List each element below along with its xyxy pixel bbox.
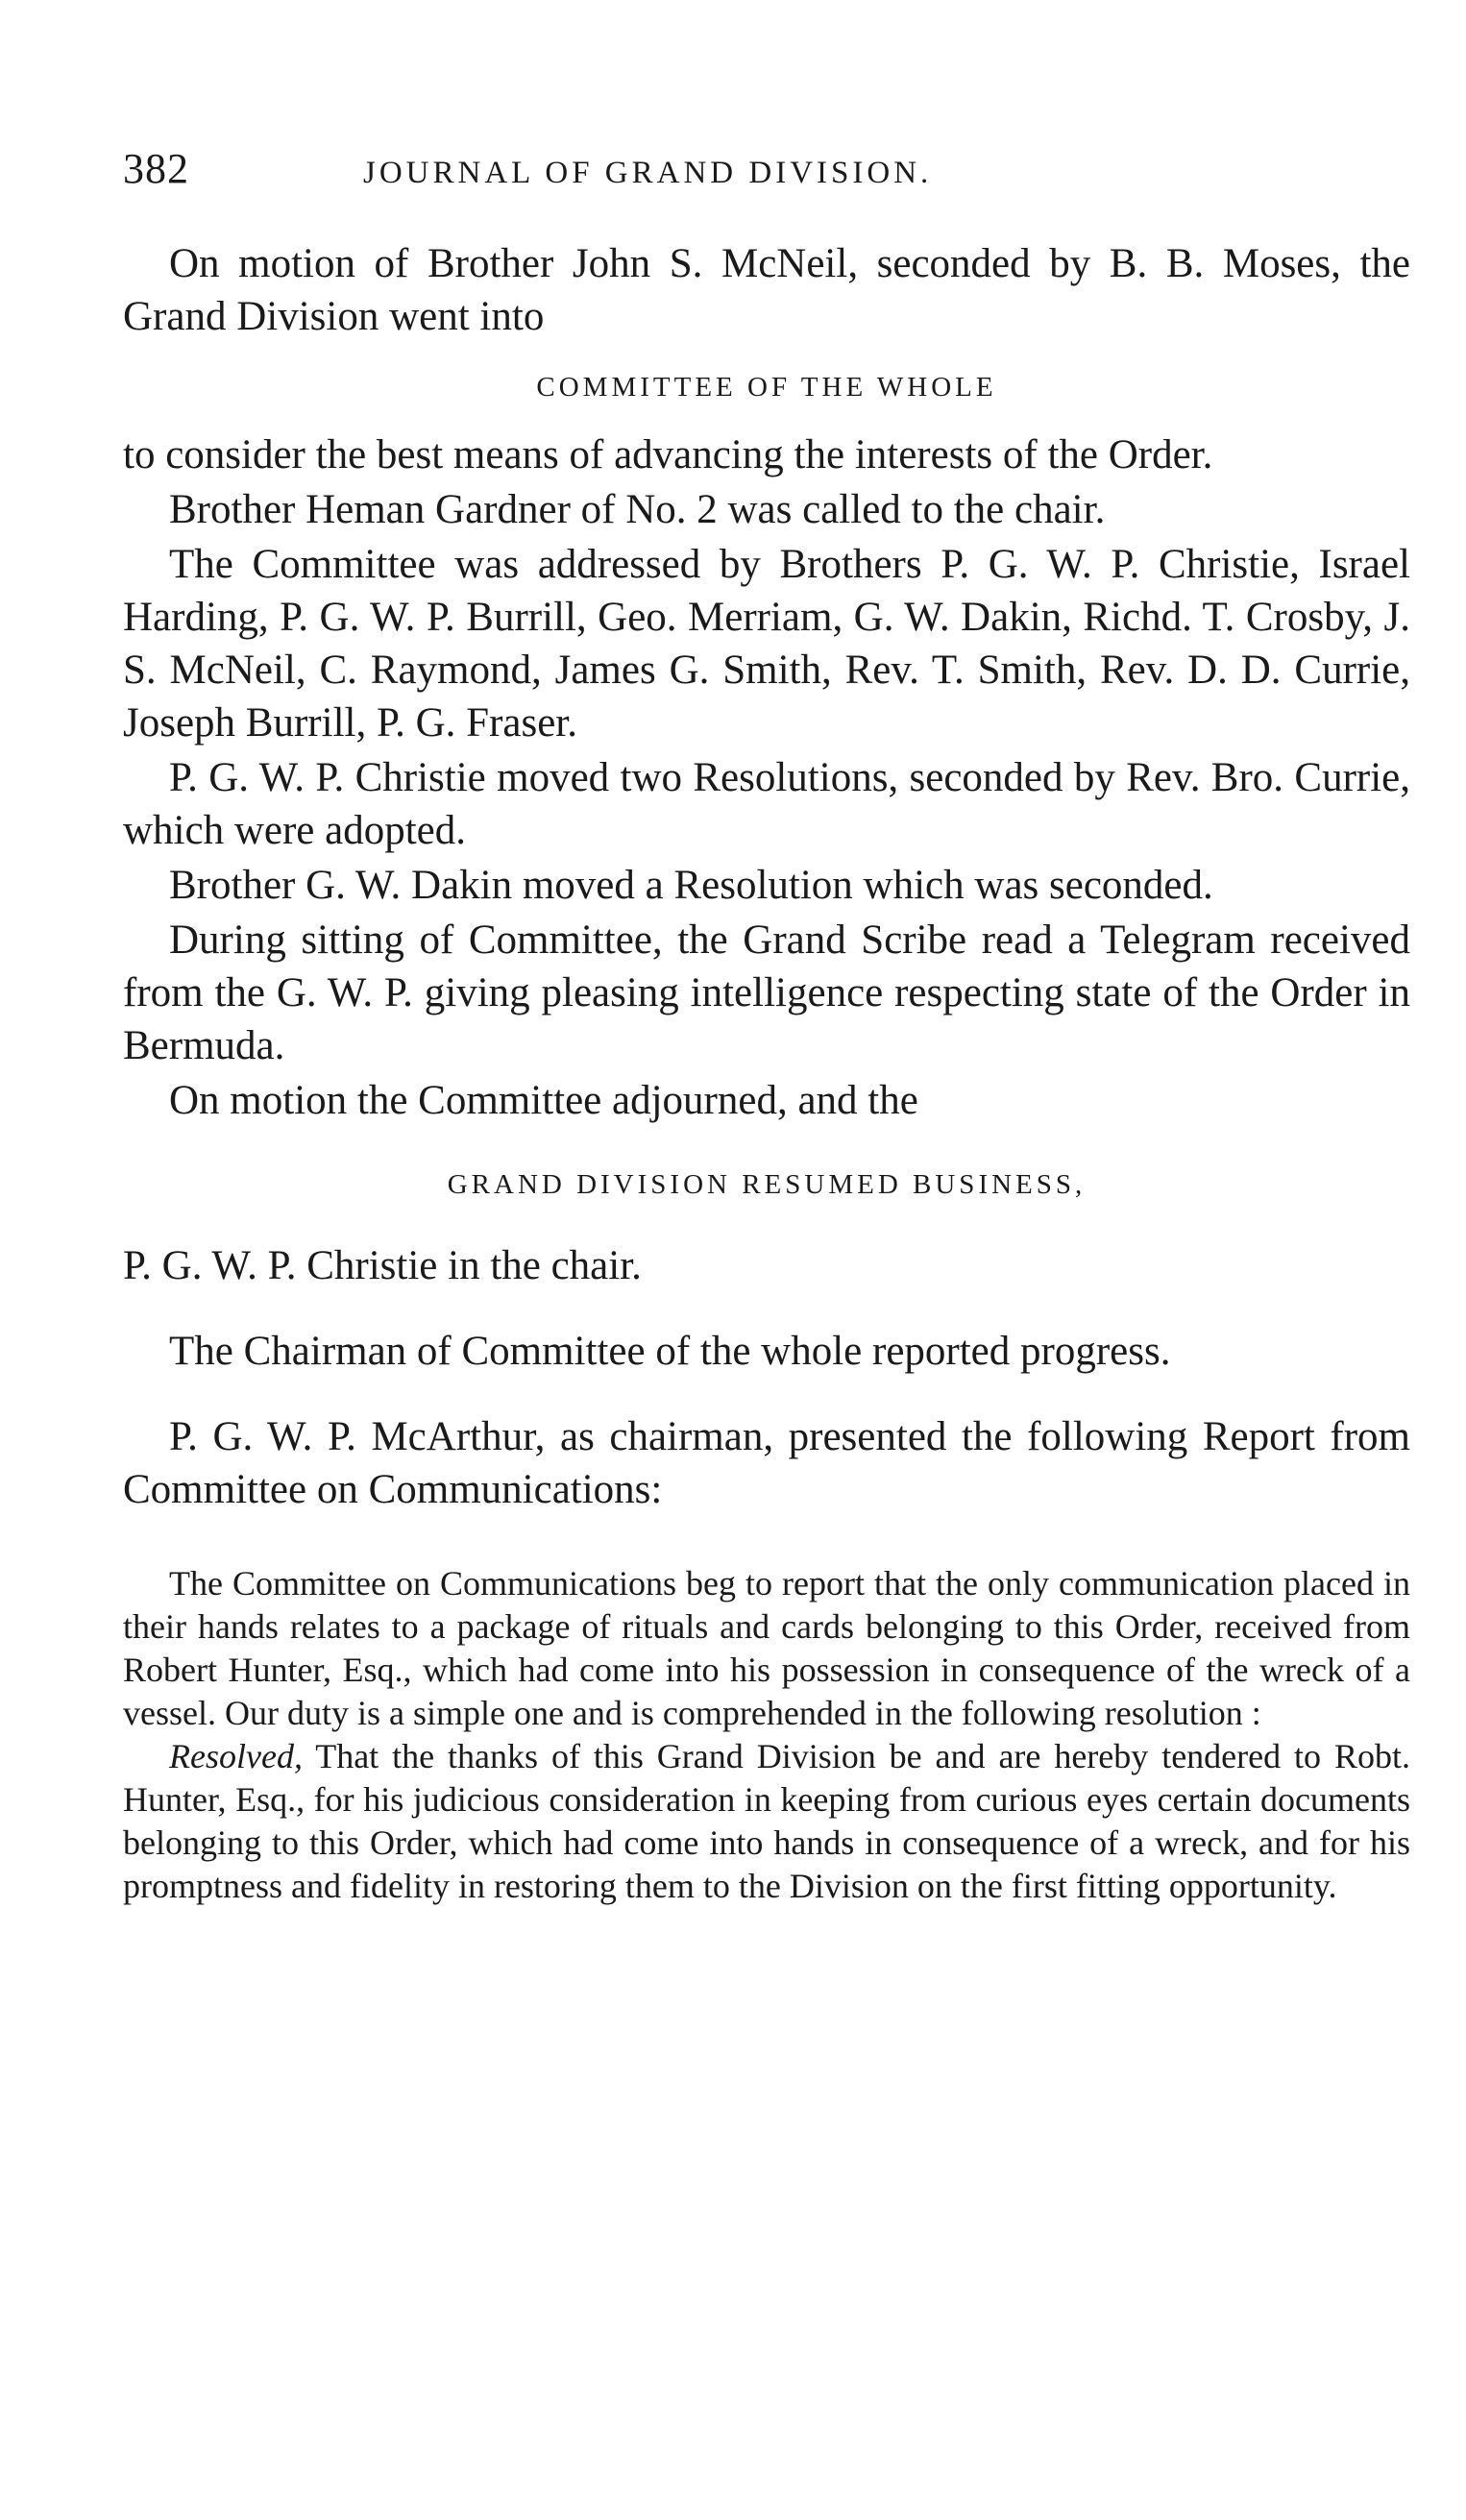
chair-called-paragraph: Brother Heman Gardner of No. 2 was called to the chair. [169, 487, 1106, 532]
motion-paragraph: On motion of Brother John S. McNeil, seconded by B. B. Moses, the Grand Division went into [123, 241, 1410, 339]
progress-paragraph: The Chairman of Committee of the whole reported progress. [169, 1329, 1171, 1374]
telegram-paragraph: During sitting of Committee, the Grand Scribe read a Telegram received from the G. W. P. giving pleasing intelligence respecting state of the Order in Bermuda. [123, 917, 1410, 1068]
report-paragraph: The Committee on Communications beg to report that the only communication placed in their hands relates to a package of rituals and cards belonging to this Order, received from Robert Hunter, Esq., which had come into his possession in consequence of the wreck of a vessel. Our duty is a simple one and is comprehended in the following resolution : [123, 1564, 1410, 1732]
page-header [123, 144, 1410, 193]
resolved-word: Resolved, [169, 1737, 303, 1775]
addressed-by-paragraph: The Committee was addressed by Brothers P. G. W. P. Christie, Israel Harding, P. G. W. P. Burrill, Geo. Merriam, G. W. Dakin, Richd. T. Crosby, J. S. McNeil, C. Raymond, James G. Smith, Rev. T. Smith, Rev. D. D. Currie, Joseph Burrill, P. G. Fraser. [123, 542, 1410, 746]
section-heading-committee: COMMITTEE OF THE WHOLE [536, 372, 997, 403]
running-head: JOURNAL OF GRAND DIVISION. [363, 156, 933, 190]
resolution-paragraph [123, 1735, 1410, 1908]
adjourned-paragraph: On motion the Committee adjourned, and the [169, 1078, 918, 1123]
page-number: 382 [123, 145, 189, 192]
christie-resolutions-paragraph: P. G. W. P. Christie moved two Resolutions, seconded by Rev. Bro. Currie, which were adopted. [123, 755, 1410, 853]
purpose-paragraph: to consider the best means of advancing the interests of the Order. [123, 432, 1213, 477]
section-heading-resumed: GRAND DIVISION RESUMED BUSINESS, [447, 1169, 1087, 1200]
journal-page [123, 144, 1410, 1908]
resolution-text: That the thanks of this Grand Division be and are hereby tendered to Robt. Hunter, Esq., for his judicious consideration in keeping from curious eyes certain documents belonging to this Order, which had come into hands in consequence of a wreck, and for his promptness and fidelity in restoring them to the Division on the first fitting opportunity. [123, 1737, 1410, 1905]
chair-line: P. G. W. P. Christie in the chair. [123, 1243, 642, 1288]
dakin-resolution-paragraph: Brother G. W. Dakin moved a Resolution which was seconded. [169, 863, 1213, 908]
committee-report [123, 1562, 1410, 1908]
report-intro-paragraph: P. G. W. P. McArthur, as chairman, presented the following Report from Committee on Communications: [123, 1414, 1410, 1512]
